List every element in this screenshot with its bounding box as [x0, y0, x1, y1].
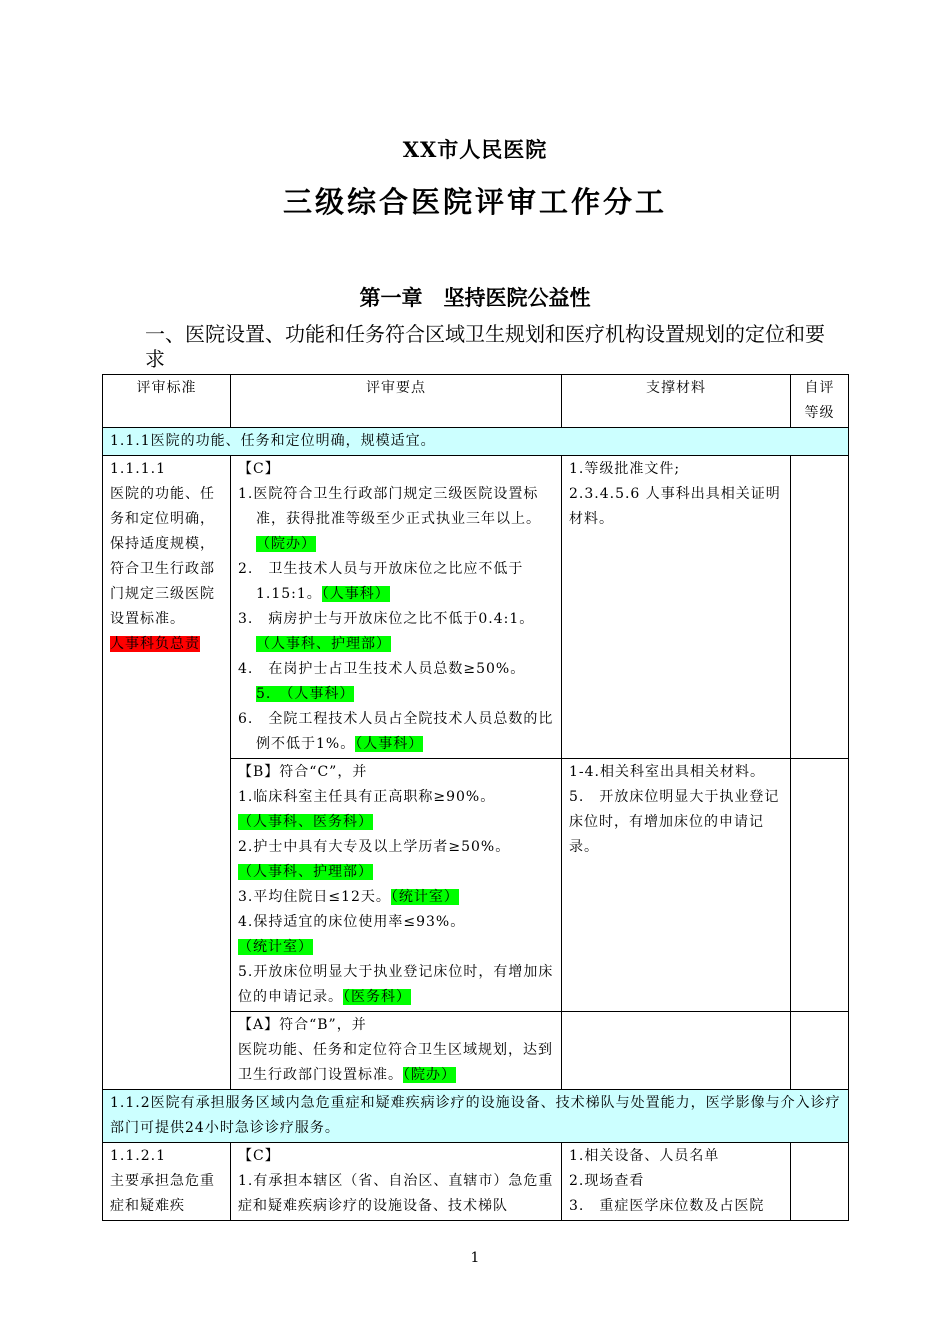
table-row	[103, 1143, 849, 1221]
b-points-cell	[231, 759, 562, 1012]
list-item: 2.护士中具有大专及以上学历者≥50%。 （人事科、护理部）	[238, 839, 511, 880]
header-points: 评审要点	[231, 375, 562, 428]
standard-text: 医院的功能、任务和定位明确，保持适度规模，符合卫生行政部门规定三级医院设置标准。	[110, 486, 215, 627]
self-rating-cell	[791, 759, 849, 1012]
dept-tag: （人事科）	[321, 586, 390, 602]
a-materials-cell	[562, 1012, 791, 1090]
header-materials: 支撑材料	[562, 375, 791, 428]
self-rating-cell	[791, 1012, 849, 1090]
b-head: 【B】符合“C”，并	[238, 764, 368, 780]
self-rating-cell	[791, 456, 849, 759]
list-item: 1.临床科室主任具有正高职称≥90%。 （人事科、医务科）	[238, 789, 496, 830]
c-materials-cell	[562, 1143, 791, 1221]
hospital-name: XX市人民医院	[402, 137, 548, 162]
band-1-1-1: 1.1.1医院的功能、任务和定位明确，规模适宜。	[103, 428, 849, 456]
material-item: 1.相关设备、人员名单	[569, 1148, 720, 1164]
dept-tag: （人事科、医务科）	[238, 814, 373, 830]
table-row	[103, 456, 849, 759]
list-item: 2. 卫生技术人员与开放床位之比应不低于1.15:1。（人事科）	[238, 561, 524, 602]
c-head: 【C】	[238, 1148, 280, 1164]
band-1-1-2: 1.1.2医院有承担服务区域内急危重症和疑难疾病诊疗的设施设备、技术梯队与处置能力，医学影像与介入诊疗部门可提供24小时急诊诊疗服务。	[103, 1090, 849, 1143]
dept-tag: （统计室）	[238, 939, 313, 955]
c-materials-cell	[562, 456, 791, 759]
a-points-cell	[231, 1012, 562, 1090]
dept-tag: （人事科、护理部）	[256, 636, 391, 652]
b-materials-cell	[562, 759, 791, 1012]
list-item: 4.保持适宜的床位使用率≤93%。 （统计室）	[238, 914, 466, 955]
standard-cell	[103, 456, 231, 1090]
dept-tag: （人事科）	[355, 736, 424, 752]
dept-tag: （统计室）	[390, 889, 459, 905]
dept-tag: （院办）	[403, 1067, 456, 1083]
list-item: 4. 在岗护士占卫生技术人员总数≥50%。 5. （人事科）	[238, 661, 526, 702]
list-item: 5.开放床位明显大于执业登记床位时，有增加床位的申请记录。（医务科）	[238, 964, 554, 1005]
band-row	[103, 428, 849, 456]
section-heading: 一、医院设置、功能和任务符合区域卫生规划和医疗机构设置规划的定位和要求	[145, 322, 825, 371]
dept-tag: 5. （人事科）	[256, 686, 355, 702]
header-self-rating: 自评等级	[791, 375, 849, 428]
c-points-cell	[231, 456, 562, 759]
material-item: 1.等级批准文件;	[569, 461, 681, 477]
list-item: 医院功能、任务和定位符合卫生区域规划，达到卫生行政部门设置标准。（院办）	[238, 1042, 553, 1083]
header-standard: 评审标准	[103, 375, 231, 428]
a-head: 【A】符合“B”，并	[238, 1017, 367, 1033]
standard-text: 主要承担急危重症和疑难疾	[110, 1173, 215, 1214]
owner-label: 人事科负总责	[110, 636, 200, 652]
standard-id: 1.1.1.1	[110, 461, 166, 477]
self-rating-cell	[791, 1143, 849, 1221]
document-title: 三级综合医院评审工作分工	[282, 185, 667, 219]
list-item: 3. 病房护士与开放床位之比不低于0.4:1。 （人事科、护理部）	[238, 611, 535, 652]
material-item: 3. 重症医学床位数及占医院	[569, 1198, 765, 1214]
material-item: 5. 开放床位明显大于执业登记床位时，有增加床位的申请记录。	[569, 789, 780, 855]
dept-tag: （院办）	[256, 536, 316, 552]
material-item: 1-4.相关科室出具相关材料。	[569, 764, 765, 780]
list-item: 1.有承担本辖区（省、自治区、直辖市）急危重症和疑难疾病诊疗的设施设备、技术梯队	[238, 1173, 554, 1214]
band-row	[103, 1090, 849, 1143]
c-points-cell	[231, 1143, 562, 1221]
c-head: 【C】	[238, 461, 280, 477]
dept-tag: （医务科）	[343, 989, 411, 1005]
standard-cell	[103, 1143, 231, 1221]
standard-id: 1.1.2.1	[110, 1148, 166, 1164]
material-item: 2.3.4.5.6 人事科出具相关证明材料。	[569, 486, 781, 527]
list-item: 6. 全院工程技术人员占全院技术人员总数的比例不低于1%。（人事科）	[238, 711, 554, 752]
chapter-heading: 第一章 坚持医院公益性	[359, 285, 591, 310]
dept-tag: （人事科、护理部）	[238, 864, 373, 880]
list-item: 3.平均住院日≤12天。（统计室）	[238, 889, 459, 905]
review-table	[102, 374, 849, 1221]
page-number: 1	[470, 1250, 480, 1266]
material-item: 2.现场查看	[569, 1173, 645, 1189]
list-item: 1.医院符合卫生行政部门规定三级医院设置标准，获得批准等级至少正式执业三年以上。（院办）	[238, 486, 541, 552]
table-header-row	[103, 375, 849, 428]
